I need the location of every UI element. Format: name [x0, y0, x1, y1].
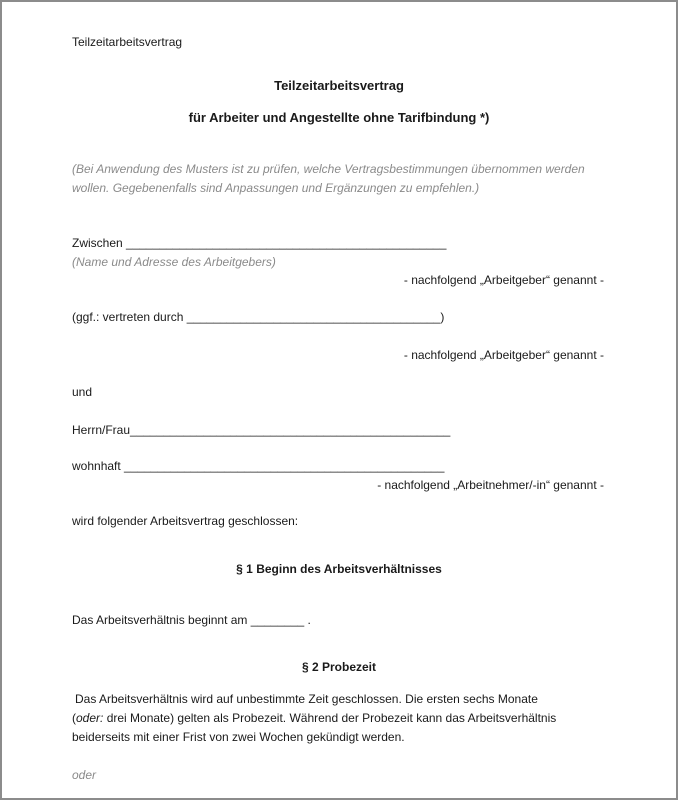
section-1-end: .: [307, 613, 311, 627]
employee-designation: - nachfolgend „Arbeitnehmer/-in“ genannt -: [377, 478, 604, 492]
section-2-heading: § 2 Probezeit: [301, 660, 377, 674]
employer-name-field[interactable]: ________________________________________________: [126, 236, 447, 250]
section-1-text: [72, 613, 311, 627]
person-label: Herrn/Frau: [72, 423, 131, 437]
section-2-line-3: beiderseits mit einer Frist von zwei Wochen gekündigt werden.: [72, 730, 405, 744]
section-2-line-2: [72, 711, 556, 725]
section-2-line-1: Das Arbeitsverhältnis wird auf unbestimmte Zeit geschlossen. Die ersten sechs Monate: [75, 692, 538, 706]
section-1-label: Das Arbeitsverhältnis beginnt am: [72, 613, 248, 627]
section-2-paren: (: [72, 711, 76, 725]
usage-note-line-2: wollen. Gegebenenfalls sind Anpassungen und Ergänzungen zu empfehlen.): [72, 181, 480, 195]
employer-designation-2: - nachfolgend „Arbeitgeber“ genannt -: [403, 348, 604, 362]
section-2-line-2-rest: drei Monate) gelten als Probezeit. Während der Probezeit kann das Arbeitsverhältnis: [103, 711, 557, 725]
document-subtitle: für Arbeiter und Angestellte ohne Tarifbindung *): [188, 110, 490, 125]
resident-label: wohnhaft: [72, 459, 121, 473]
between-line: [72, 236, 446, 250]
person-line: [72, 423, 450, 437]
representative-field[interactable]: ______________________________________: [186, 310, 441, 324]
between-label: Zwischen: [72, 236, 123, 250]
and-label: und: [72, 385, 93, 399]
employer-hint: (Name und Adresse des Arbeitgebers): [72, 255, 276, 269]
employee-address-field[interactable]: ________________________________________________: [124, 459, 445, 473]
employee-name-field[interactable]: ________________________________________________: [130, 423, 451, 437]
section-1-heading: § 1 Beginn des Arbeitsverhältnisses: [236, 562, 442, 576]
usage-note-line-1: (Bei Anwendung des Musters ist zu prüfen, welche Vertragsbestimmungen übernommen werden: [72, 162, 585, 176]
alternative-oder: oder: [72, 768, 97, 782]
represented-close: ): [440, 310, 445, 324]
represented-label: (ggf.: vertreten durch: [72, 310, 184, 324]
start-date-field[interactable]: ________: [250, 613, 305, 627]
document-title: Teilzeitarbeitsvertrag: [274, 78, 404, 93]
employer-designation-1: - nachfolgend „Arbeitgeber“ genannt -: [403, 273, 604, 287]
contract-concluded: wird folgender Arbeitsvertrag geschlossen:: [72, 514, 299, 528]
represented-line: [72, 310, 444, 324]
running-header: Teilzeitarbeitsvertrag: [72, 35, 183, 49]
section-2-oder: oder:: [76, 711, 104, 725]
resident-line: [72, 459, 444, 473]
